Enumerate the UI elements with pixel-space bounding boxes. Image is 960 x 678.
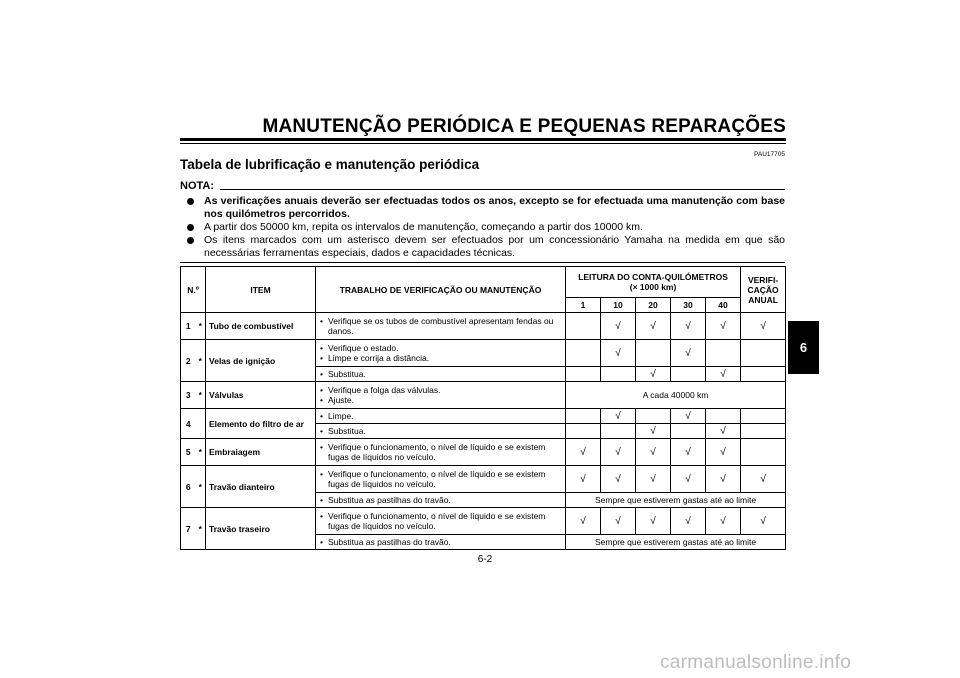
check-cell bbox=[741, 367, 786, 382]
work-line: • Verifique a folga das válvulas. bbox=[320, 385, 562, 395]
work-line: • Substitua. bbox=[320, 369, 562, 379]
check-cell: √ bbox=[636, 466, 671, 493]
check-cell: √ bbox=[671, 466, 706, 493]
check-cell bbox=[566, 367, 601, 382]
check-cell bbox=[566, 313, 601, 340]
check-cell: √ bbox=[741, 508, 786, 535]
note-text: Os itens marcados com um asterisco devem ser efectuados por um concessionário Yamaha na medida em que são necessárias ferramentas especiais, dados e capacidades técnicas. bbox=[204, 234, 785, 259]
header-interval: 20 bbox=[636, 298, 671, 313]
check-cell bbox=[601, 367, 636, 382]
interval-note: Sempre que estiverem gastas até ao limite bbox=[566, 535, 786, 550]
row-asterisk: * bbox=[196, 382, 206, 409]
table-row bbox=[181, 508, 786, 535]
row-work bbox=[316, 367, 566, 382]
row-work bbox=[316, 508, 566, 535]
row-number: 6 bbox=[181, 466, 196, 508]
work-line: • Verifique o funcionamento, o nível de líquido e se existem fugas de líquidos no veículo. bbox=[320, 442, 562, 462]
check-cell: √ bbox=[671, 340, 706, 367]
document-code: PAU17705 bbox=[754, 151, 785, 158]
check-cell: √ bbox=[636, 439, 671, 466]
work-line: • Verifique o funcionamento, o nível de líquido e se existem fugas de líquidos no veículo. bbox=[320, 511, 562, 531]
note-text: A partir dos 50000 km, repita os intervalos de manutenção, começando a partir dos 10000 km. bbox=[204, 221, 643, 233]
header-rule bbox=[180, 138, 786, 141]
check-cell: √ bbox=[706, 439, 741, 466]
check-cell bbox=[741, 409, 786, 424]
row-work bbox=[316, 382, 566, 409]
row-number: 5 bbox=[181, 439, 196, 466]
row-work bbox=[316, 493, 566, 508]
header-odometer bbox=[566, 267, 741, 298]
check-cell: √ bbox=[566, 439, 601, 466]
bullet-icon bbox=[187, 198, 194, 205]
interval-note: Sempre que estiverem gastas até ao limite bbox=[566, 493, 786, 508]
check-cell: √ bbox=[671, 508, 706, 535]
table-top-rule bbox=[180, 262, 785, 263]
work-line: • Substitua. bbox=[320, 426, 562, 436]
table-row bbox=[181, 340, 786, 367]
row-work bbox=[316, 313, 566, 340]
section-title: Tabela de lubrificação e manutenção periódica bbox=[180, 157, 480, 172]
check-cell: √ bbox=[671, 409, 706, 424]
check-cell bbox=[566, 424, 601, 439]
row-work bbox=[316, 439, 566, 466]
note-text: As verificações anuais deverão ser efectuadas todos os anos, excepto se for efectuada uma manutenção com base nos quilómetros percorridos. bbox=[204, 195, 785, 220]
check-cell: √ bbox=[636, 424, 671, 439]
row-work bbox=[316, 340, 566, 367]
check-cell bbox=[601, 424, 636, 439]
check-cell bbox=[566, 409, 601, 424]
bullet-icon bbox=[187, 237, 194, 244]
row-work bbox=[316, 466, 566, 493]
work-line: • Substitua as pastilhas do travão. bbox=[320, 495, 562, 505]
check-cell: √ bbox=[636, 367, 671, 382]
interval-note: A cada 40000 km bbox=[566, 382, 786, 409]
row-item: Elemento do filtro de ar bbox=[206, 409, 316, 439]
check-cell bbox=[636, 409, 671, 424]
page-number: 6-2 bbox=[477, 554, 493, 565]
work-line: • Ajuste. bbox=[320, 395, 562, 405]
work-line: • Substitua as pastilhas do travão. bbox=[320, 537, 562, 547]
check-cell: √ bbox=[671, 313, 706, 340]
check-cell: √ bbox=[566, 508, 601, 535]
check-cell: √ bbox=[601, 313, 636, 340]
check-cell: √ bbox=[706, 466, 741, 493]
header-rule-thin bbox=[180, 143, 786, 144]
note-rule bbox=[220, 189, 785, 190]
row-number: 7 bbox=[181, 508, 196, 550]
check-cell bbox=[741, 424, 786, 439]
row-item: Válvulas bbox=[206, 382, 316, 409]
header-interval: 1 bbox=[566, 298, 601, 313]
check-cell: √ bbox=[741, 466, 786, 493]
watermark: carmanualsonline.info bbox=[660, 652, 852, 673]
check-cell: √ bbox=[601, 409, 636, 424]
header-odometer-unit: (× 1000 km) bbox=[629, 282, 677, 292]
header-work: TRABALHO DE VERIFICAÇÃO OU MANUTENÇÃO bbox=[316, 267, 566, 313]
row-work bbox=[316, 535, 566, 550]
note-heading bbox=[180, 180, 785, 192]
header-item: ITEM bbox=[206, 267, 316, 313]
row-asterisk bbox=[196, 409, 206, 439]
check-cell: √ bbox=[636, 508, 671, 535]
page-header: MANUTENÇÃO PERIÓDICA E PEQUENAS REPARAÇÕES bbox=[262, 116, 786, 137]
work-line: • Verifique se os tubos de combustível apresentam fendas ou danos. bbox=[320, 316, 562, 336]
maintenance-table bbox=[180, 266, 786, 550]
row-item: Velas de ignição bbox=[206, 340, 316, 382]
row-asterisk: * bbox=[196, 466, 206, 508]
check-cell: √ bbox=[601, 508, 636, 535]
check-cell: √ bbox=[706, 367, 741, 382]
check-cell: √ bbox=[601, 340, 636, 367]
check-cell: √ bbox=[706, 313, 741, 340]
note-item bbox=[184, 221, 785, 234]
check-cell: √ bbox=[671, 439, 706, 466]
work-line: • Limpe. bbox=[320, 411, 562, 421]
row-asterisk: * bbox=[196, 313, 206, 340]
check-cell bbox=[671, 424, 706, 439]
check-cell bbox=[566, 340, 601, 367]
check-cell: √ bbox=[636, 313, 671, 340]
work-line: • Verifique o funcionamento, o nível de líquido e se existem fugas de líquidos no veículo. bbox=[320, 469, 562, 489]
check-cell bbox=[741, 439, 786, 466]
row-item: Travão traseiro bbox=[206, 508, 316, 550]
check-cell bbox=[706, 409, 741, 424]
check-cell: √ bbox=[601, 466, 636, 493]
bullet-icon bbox=[187, 224, 194, 231]
row-asterisk: * bbox=[196, 439, 206, 466]
row-work bbox=[316, 424, 566, 439]
work-line: • Verifique o estado. bbox=[320, 343, 562, 353]
note-item bbox=[184, 234, 785, 260]
check-cell: √ bbox=[601, 439, 636, 466]
header-interval: 10 bbox=[601, 298, 636, 313]
row-number: 4 bbox=[181, 409, 196, 439]
check-cell bbox=[706, 340, 741, 367]
check-cell bbox=[671, 367, 706, 382]
row-number: 2 bbox=[181, 340, 196, 382]
check-cell: √ bbox=[741, 313, 786, 340]
row-asterisk: * bbox=[196, 508, 206, 550]
chapter-tab: 6 bbox=[788, 321, 819, 374]
notes-list bbox=[184, 195, 785, 260]
table-row bbox=[181, 439, 786, 466]
check-cell: √ bbox=[706, 424, 741, 439]
table-row bbox=[181, 382, 786, 409]
row-item: Travão dianteiro bbox=[206, 466, 316, 508]
header-interval: 40 bbox=[706, 298, 741, 313]
table-row bbox=[181, 409, 786, 424]
work-line: • Limpe e corrija a distância. bbox=[320, 353, 562, 363]
note-item bbox=[184, 195, 785, 221]
header-interval: 30 bbox=[671, 298, 706, 313]
row-work bbox=[316, 409, 566, 424]
row-item: Tubo de combustível bbox=[206, 313, 316, 340]
table-row bbox=[181, 313, 786, 340]
check-cell: √ bbox=[706, 508, 741, 535]
row-number: 3 bbox=[181, 382, 196, 409]
header-num: N.º bbox=[181, 267, 206, 313]
check-cell: √ bbox=[566, 466, 601, 493]
note-label: NOTA: bbox=[180, 180, 215, 192]
row-asterisk: * bbox=[196, 340, 206, 382]
header-odometer-label: LEITURA DO CONTA-QUILÓMETROS bbox=[578, 272, 728, 282]
row-number: 1 bbox=[181, 313, 196, 340]
row-item: Embraiagem bbox=[206, 439, 316, 466]
table-row bbox=[181, 466, 786, 493]
check-cell bbox=[741, 340, 786, 367]
check-cell bbox=[636, 340, 671, 367]
header-annual: VERIFI-CAÇÃO ANUAL bbox=[741, 267, 786, 313]
